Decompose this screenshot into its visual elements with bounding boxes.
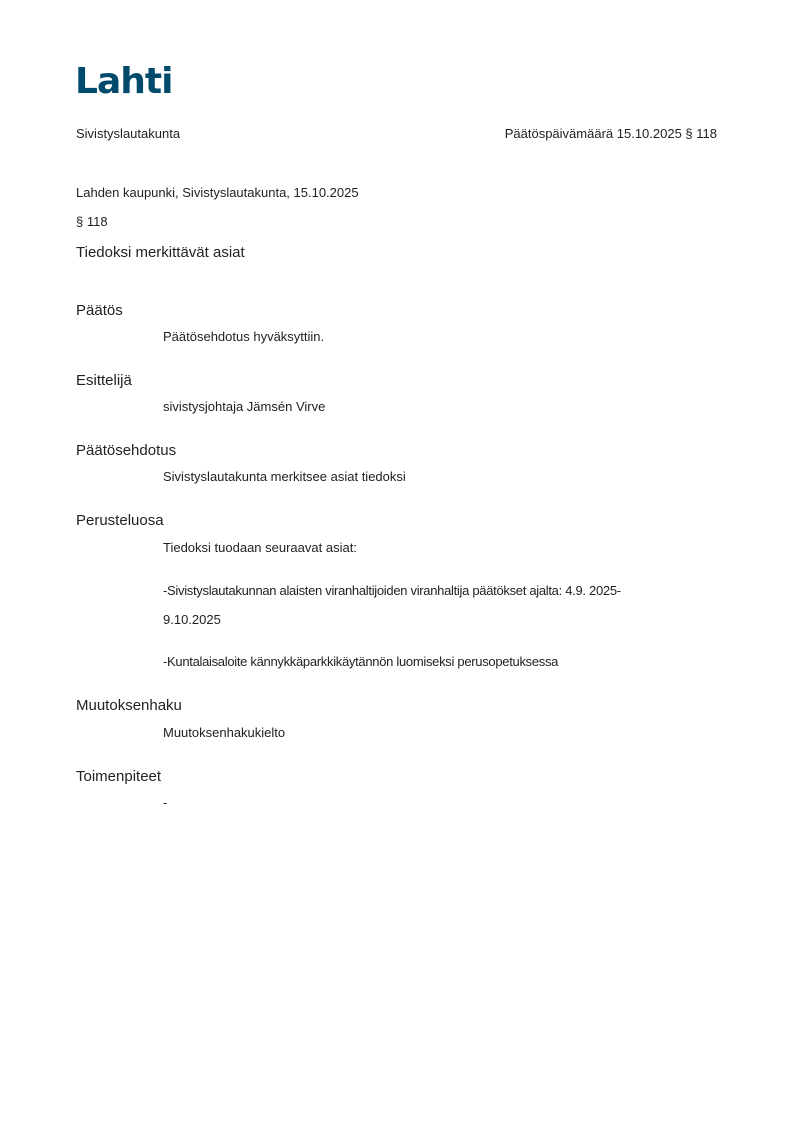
body-perusteluosa-item2: -Kuntalaisaloite kännykkäparkkikäytännön luomiseksi perusopetuksessa xyxy=(163,654,559,669)
body-toimenpiteet: - xyxy=(163,795,168,810)
body-perusteluosa-item1-cont: 9.10.2025 xyxy=(163,612,221,627)
body-paatosehdotus: Sivistyslautakunta merkitsee asiat tiedoksi xyxy=(163,469,406,484)
body-perusteluosa-item1: -Sivistyslautakunnan alaisten viranhaltijoiden viranhaltija päätökset ajalta: 4.9. 2025- xyxy=(163,583,621,598)
heading-muutoksenhaku: Muutoksenhaku xyxy=(76,697,182,714)
lahti-logo: Lahti xyxy=(75,61,173,102)
heading-perusteluosa: Perusteluosa xyxy=(76,512,164,529)
heading-toimenpiteet: Toimenpiteet xyxy=(76,768,162,785)
header-organ: Sivistyslautakunta xyxy=(76,126,181,141)
meta-line: Lahden kaupunki, Sivistyslautakunta, 15.10.2025 xyxy=(76,185,359,200)
body-muutoksenhaku: Muutoksenhakukielto xyxy=(163,725,286,740)
header-decision-date: Päätöspäivämäärä 15.10.2025 § 118 xyxy=(504,126,717,141)
heading-paatos: Päätös xyxy=(76,302,123,319)
document-title: Tiedoksi merkittävät asiat xyxy=(76,244,245,261)
body-perusteluosa-intro: Tiedoksi tuodaan seuraavat asiat: xyxy=(163,540,357,555)
heading-esittelija: Esittelijä xyxy=(76,372,132,389)
section-number: § 118 xyxy=(76,214,108,229)
body-esittelija: sivistysjohtaja Jämsén Virve xyxy=(163,399,326,414)
heading-paatosehdotus: Päätösehdotus xyxy=(76,442,177,459)
body-paatos: Päätösehdotus hyväksyttiin. xyxy=(163,329,325,344)
